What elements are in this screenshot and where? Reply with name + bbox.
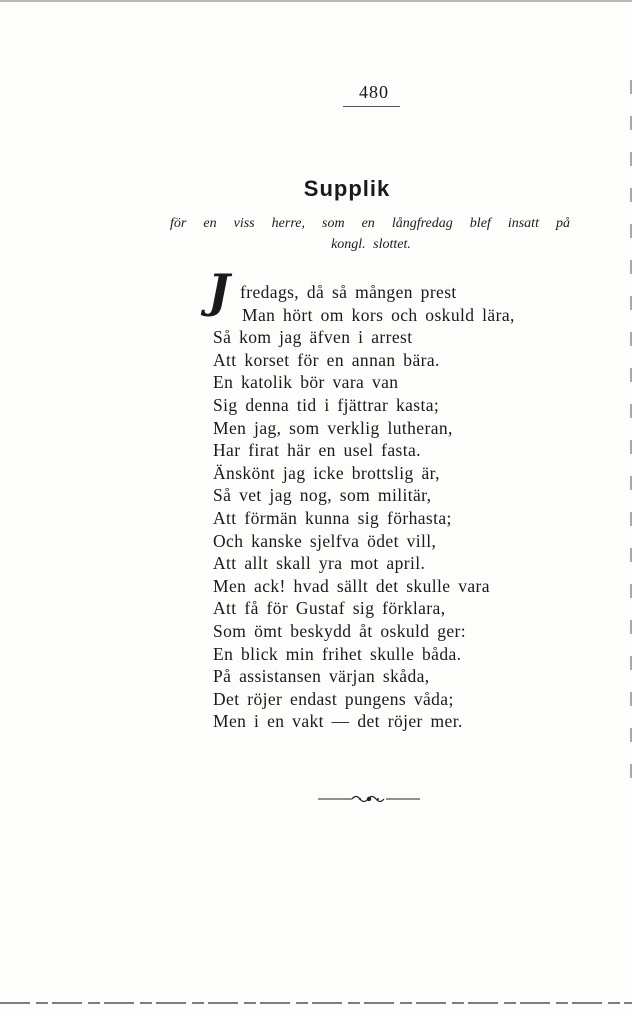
poem-body [213, 281, 553, 733]
page-number-underline [343, 106, 400, 107]
poem-line: Har firat här en usel fasta. [213, 440, 421, 461]
fleuron-divider-icon [318, 790, 420, 808]
bottom-page-edge [0, 1002, 632, 1004]
poem-line: Och kanske sjelfva ödet vill, [213, 530, 437, 551]
poem-line: Det röjer endast pungens våda; [213, 688, 454, 709]
poem-line: En katolik bör vara van [213, 372, 399, 393]
poem-title: Supplik [303, 176, 391, 201]
poem-line: Att förmän kunna sig förhasta; [213, 507, 452, 528]
subtitle-line-2: kongl. slottet. [331, 237, 411, 252]
poem-line: Sig denna tid i fjättrar kasta; [213, 394, 440, 415]
poem-line: Att få för Gustaf sig förklara, [213, 598, 446, 619]
subtitle-line-1: för en viss herre, som en långfredag blef insatt på [170, 216, 570, 231]
top-page-edge [0, 0, 632, 2]
poem-line: Att allt skall yra mot april. [213, 553, 426, 574]
poem-line: Men jag, som verklig lutheran, [213, 417, 453, 438]
poem-subtitle [170, 213, 570, 255]
poem-line: Men ack! hvad sällt det skulle vara [213, 575, 490, 596]
poem-line: På assistansen värjan skåda, [213, 666, 430, 687]
poem-line: Man hört om kors och oskuld lära, [242, 304, 515, 325]
poem-line: Som ömt beskydd åt oskuld ger: [213, 620, 467, 641]
page-number: 480 [359, 82, 389, 102]
poem-line: fredags, då så mången prest [240, 282, 457, 302]
drop-cap-initial: J [208, 264, 230, 318]
poem-line: Så vet jag nog, som militär, [213, 485, 432, 506]
poem-line: Att korset för en annan bära. [213, 349, 440, 370]
poem-line: Änskönt jag icke brottslig är, [213, 462, 440, 483]
poem-line: Men i en vakt — det röjer mer. [213, 711, 463, 732]
poem-line: En blick min frihet skulle båda. [213, 643, 462, 664]
poem-line: Så kom jag äfven i arrest [213, 327, 413, 348]
